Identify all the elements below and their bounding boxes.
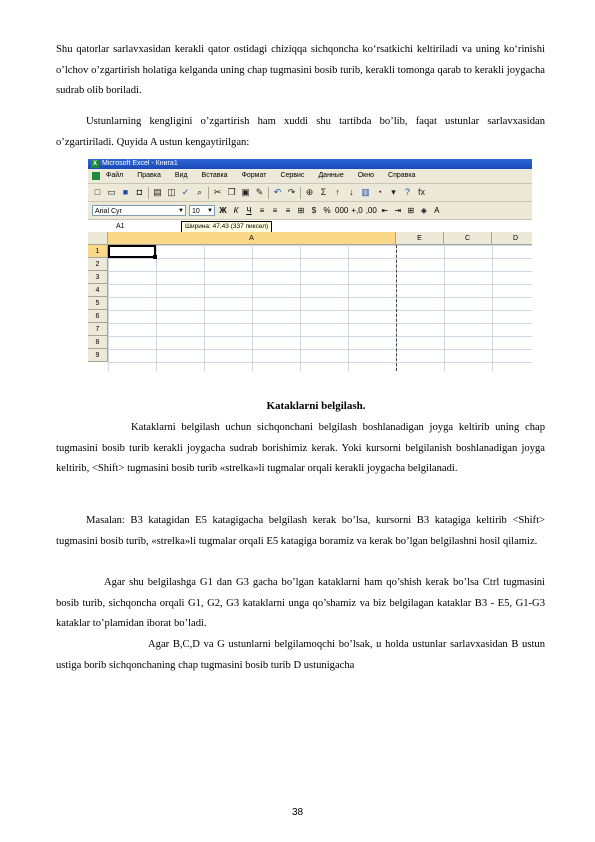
merge-center-icon[interactable]: ⊞ (297, 206, 305, 215)
paragraph-5: Agar shu belgilashga G1 dan G3 gacha bo’lgan kataklarni ham qo’shish kerak bo’lsa Ctrl tugmasini bosib turib, sichqoncha orqali G1, G2, G3 kataklarni unga qo’shamiz va biz belgilagan kataklar B3 - E5, G1-G3 kataklar to’plamidan iborat bo’ladi. (56, 577, 545, 630)
sort-asc-icon[interactable]: ↑ (335, 187, 340, 197)
section-heading: Kataklarni belgilash. (266, 400, 366, 412)
borders-icon[interactable]: ⊞ (407, 206, 415, 215)
paste-icon[interactable]: ▣ (241, 187, 250, 197)
toolbar-separator (268, 187, 269, 199)
align-center-icon[interactable]: ≡ (272, 206, 278, 215)
indent-icon[interactable]: ⇤ (381, 206, 389, 215)
excel-logo-icon: X (92, 161, 97, 167)
font-name-value: Arial Cyr (95, 208, 122, 215)
paragraph-1: Shu qatorlar sarlavxasidan kerakli qator ostidagi chiziqqa sichqoncha ko‘rsatkichi keltiriladi va uning ko‘rinishi o’lchov o’zgartirish holatiga kelganda uning chap tugmasini bosib turib, kerakli tomonga qarab to kerakli joygacha sudrab olib boriladi. (56, 44, 545, 97)
thousands-icon[interactable]: 000 (335, 206, 349, 215)
permission-icon[interactable]: ◘ (136, 187, 143, 197)
align-left-icon[interactable]: ≡ (259, 206, 265, 215)
font-size-select[interactable] (189, 205, 215, 216)
print-icon[interactable]: ▤ (153, 187, 162, 197)
save-icon[interactable]: ■ (122, 187, 129, 197)
decrease-decimal-icon[interactable]: ,00 (365, 206, 377, 215)
row-header-3[interactable]: 3 (88, 271, 108, 284)
excel-screenshot (88, 159, 532, 371)
underline-button[interactable]: Ч (246, 206, 252, 215)
column-header-a[interactable]: A (108, 232, 396, 245)
row-header-2[interactable]: 2 (88, 258, 108, 271)
help-icon[interactable]: ? (404, 187, 410, 197)
currency-icon[interactable]: $ (311, 206, 317, 215)
window-title: Microsoft Excel - Книга1 (102, 160, 178, 167)
zoom-icon[interactable]: ▾ (391, 187, 396, 197)
menu-bar (88, 169, 532, 184)
new-icon[interactable]: □ (94, 187, 101, 197)
outdent-icon[interactable]: ⇥ (394, 206, 402, 215)
format-painter-icon[interactable]: ✎ (255, 187, 264, 197)
redo-icon[interactable]: ↷ (287, 187, 296, 197)
menu-view[interactable]: Вид (174, 172, 188, 179)
font-size-value: 10 (192, 208, 200, 215)
row-header-4[interactable]: 4 (88, 284, 108, 297)
active-cell-a1[interactable] (108, 245, 156, 258)
cell-area[interactable] (108, 245, 532, 371)
menu-data[interactable]: Данные (318, 172, 344, 179)
menu-tools[interactable]: Сервис (280, 172, 305, 179)
autosum-icon[interactable]: Σ (320, 187, 327, 197)
standard-toolbar (88, 184, 532, 202)
paragraph-4: Masalan: B3 katagidan E5 katagigacha belgilash kerak bo’lsa, kursorni B3 katagiga keltirib <Shift> tugmasini bosib turib, «strelka»li tugmalar orqali E5 katagiga boramiz va kerak bo’lgan belgilashni hosil qilamiz. (56, 515, 545, 547)
toolbar-separator (148, 187, 149, 199)
toolbar-separator (300, 187, 301, 199)
paragraph-6: Agar B,C,D va G ustunlarni belgilamoqchi bo’lsak, u holda ustunlar sarlavxasidan B ustun ustiga borib sichqonchaning chap tugmasini bosib turib D ustunigacha (56, 639, 545, 671)
sort-desc-icon[interactable]: ↓ (349, 187, 354, 197)
column-header-e[interactable]: E (396, 232, 444, 245)
chevron-down-icon: ▼ (207, 208, 213, 214)
formatting-toolbar (88, 202, 532, 220)
hyperlink-icon[interactable]: ⊕ (305, 187, 314, 197)
excel-titlebar (88, 159, 532, 169)
name-box[interactable]: A1 (116, 223, 125, 230)
chevron-down-icon: ▼ (178, 208, 184, 214)
menu-window[interactable]: Окно (357, 172, 375, 179)
fill-color-icon[interactable]: ◈ (420, 206, 427, 215)
paragraph-2: Ustunlarning kengligini o’zgartirish ham xuddi shu tartibda bo’lib, faqat ustunlar sarlavxasidan o’zgartiriladi. Quyida A ustun kengaytirilgan: (56, 116, 545, 148)
page-number: 38 (291, 807, 304, 818)
row-header-6[interactable]: 6 (88, 310, 108, 323)
menu-insert[interactable]: Вставка (201, 172, 228, 179)
menu-help[interactable]: Справка (388, 172, 416, 179)
row-header-8[interactable]: 8 (88, 336, 108, 349)
select-all-corner[interactable] (88, 232, 108, 245)
worksheet-grid (88, 232, 532, 371)
menu-file[interactable]: Файл (106, 172, 124, 179)
undo-icon[interactable]: ↶ (273, 187, 282, 197)
row-header-1[interactable]: 1 (88, 245, 108, 258)
menu-format[interactable]: Формат (241, 172, 267, 179)
function-icon[interactable]: fx (417, 187, 425, 197)
font-name-select[interactable] (92, 205, 186, 216)
row-header-7[interactable]: 7 (88, 323, 108, 336)
drawing-icon[interactable]: ◔ (376, 187, 383, 197)
percent-icon[interactable]: % (323, 206, 331, 215)
increase-decimal-icon[interactable]: +,0 (351, 206, 363, 215)
workbook-icon (92, 172, 100, 180)
spelling-icon[interactable]: ✓ (181, 187, 190, 197)
research-icon[interactable]: ⌕ (196, 187, 203, 197)
align-right-icon[interactable]: ≡ (285, 206, 291, 215)
cut-icon[interactable]: ✂ (213, 187, 222, 197)
column-header-d[interactable]: D (492, 232, 532, 245)
italic-button[interactable]: К (233, 206, 239, 215)
toolbar-separator (208, 187, 209, 199)
column-resize-guide (396, 245, 397, 371)
preview-icon[interactable]: ◫ (167, 187, 176, 197)
menu-edit[interactable]: Правка (137, 172, 161, 179)
column-header-c[interactable]: C (444, 232, 492, 245)
paragraph-3: Kataklarni belgilash uchun sichqonchani belgilash boshlanadigan joyga keltirib uning chap tugmasini bosib turib kerakli joygacha sudrab borishimiz kerak. Yoki kursorni belgilanish boshlanadigan joyga keltirib, <Shift> tugmasini bosib turib «strelka»li tugmalar orqali kerakli joygacha belgilanadi. (56, 422, 545, 475)
copy-icon[interactable]: ❐ (227, 187, 236, 197)
font-color-icon[interactable]: A (434, 206, 440, 215)
bold-button[interactable]: Ж (219, 206, 227, 215)
row-header-9[interactable]: 9 (88, 349, 108, 362)
row-header-5[interactable]: 5 (88, 297, 108, 310)
open-icon[interactable]: ▭ (107, 187, 116, 197)
chart-icon[interactable]: ▥ (361, 187, 370, 197)
column-width-tooltip: Ширина: 47,43 (337 пиксел) (181, 221, 272, 233)
